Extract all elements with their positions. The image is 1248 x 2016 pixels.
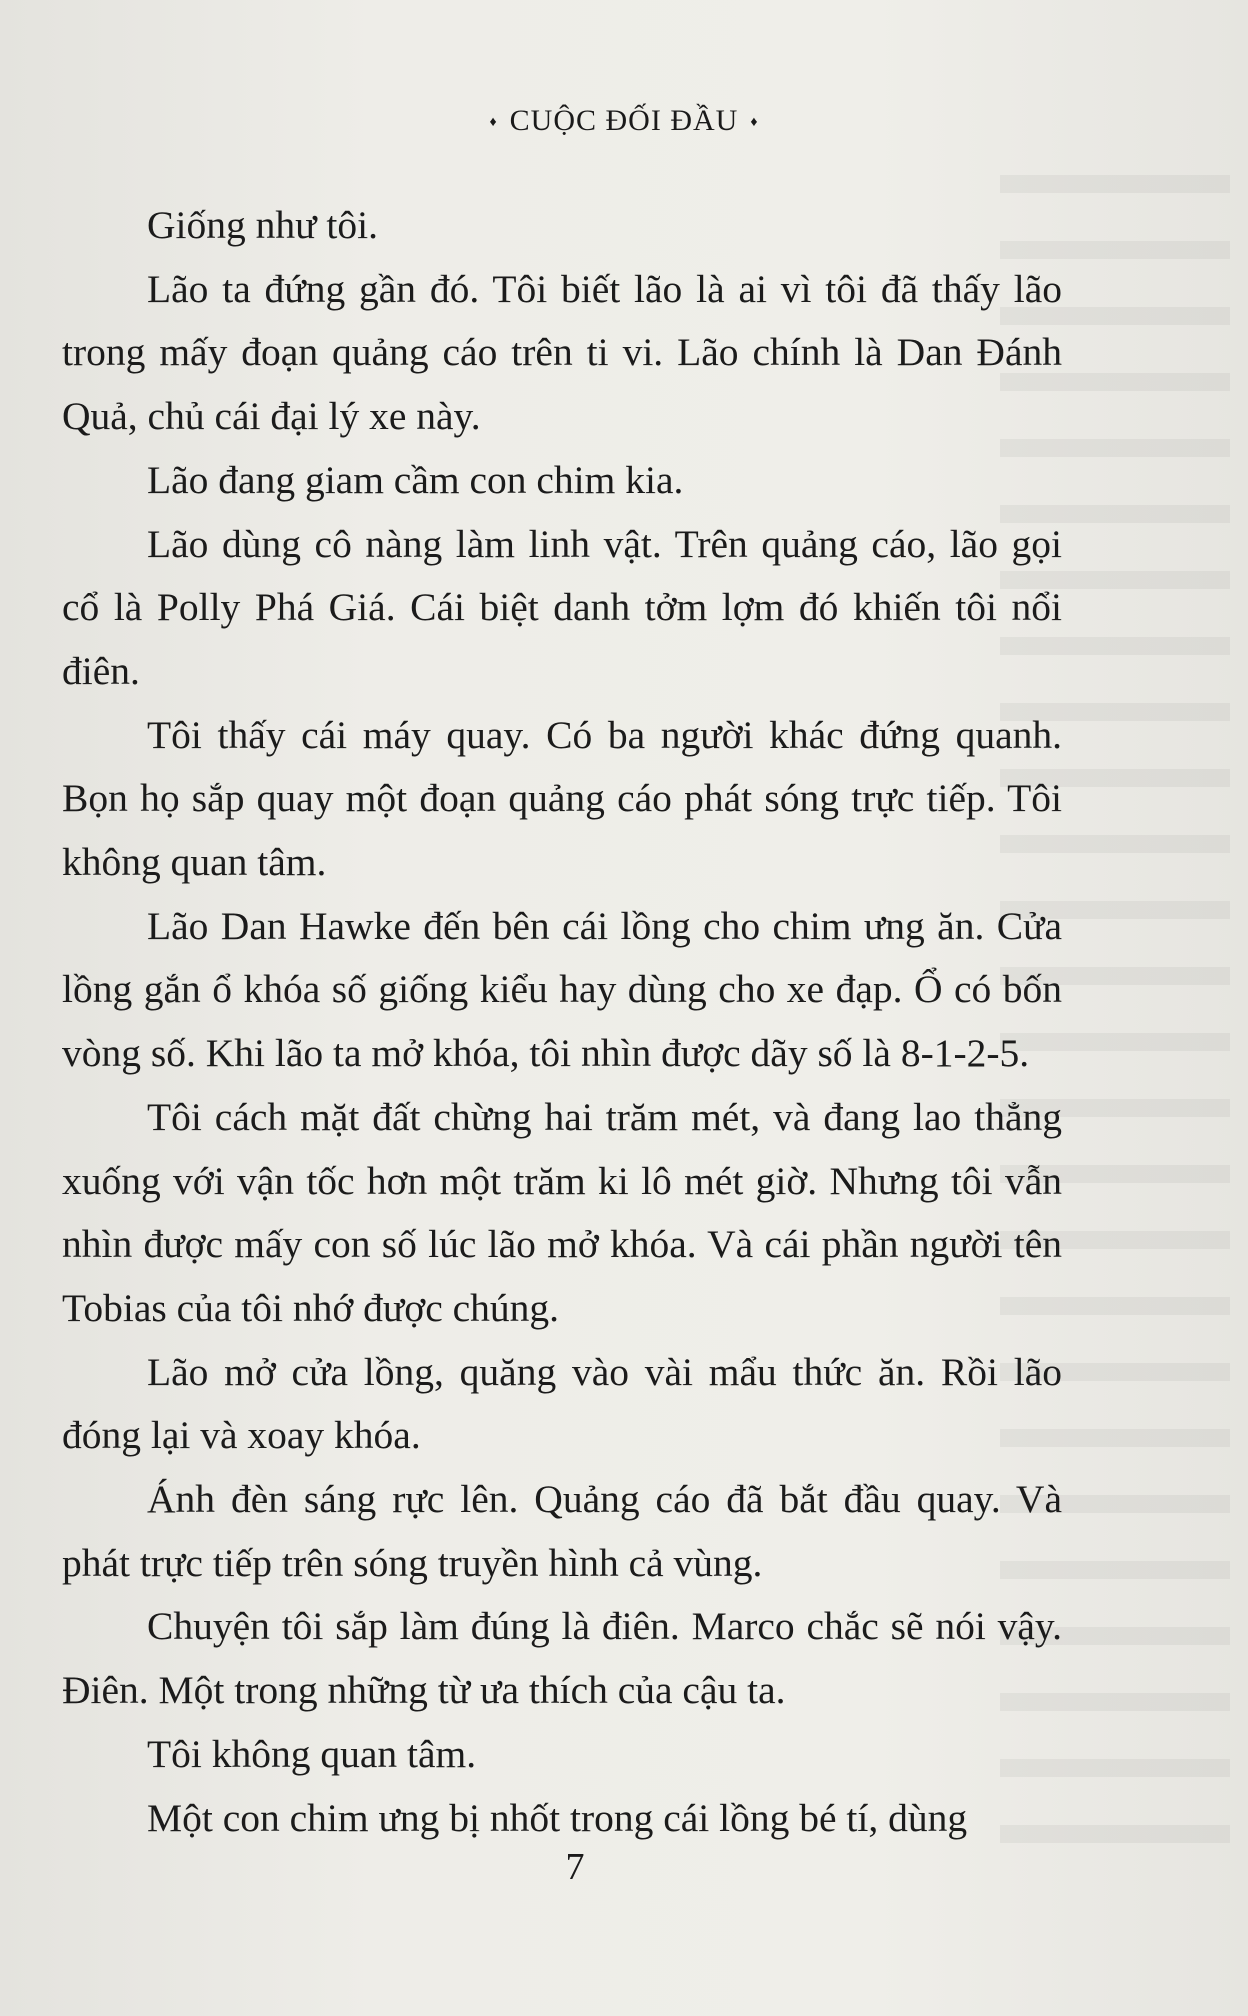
page-number: 7 <box>565 1846 585 1888</box>
body-text <box>62 194 1062 1850</box>
paragraph: Tôi thấy cái máy quay. Có ba người khác đứng quanh. Bọn họ sắp quay một đoạn quảng cáo phát sóng trực tiếp. Tôi không quan tâm. <box>62 712 1062 885</box>
chapter-title: CUỘC ĐỐI ĐẦU <box>509 104 739 137</box>
paragraph: Lão Dan Hawke đến bên cái lồng cho chim ưng ăn. Cửa lồng gắn ổ khóa số giống kiểu hay dùng cho xe đạp. Ổ có bốn vòng số. Khi lão ta mở khóa, tôi nhìn được dãy số là 8-1-2-5. <box>62 903 1062 1076</box>
paragraph: Tôi cách mặt đất chừng hai trăm mét, và đang lao thẳng xuống với vận tốc hơn một trăm ki lô mét giờ. Nhưng tôi vẫn nhìn được mấy con số lúc lão mở khóa. Và cái phần người tên Tobias của tôi nhớ được chúng. <box>62 1094 1062 1330</box>
paragraph: Lão mở cửa lồng, quăng vào vài mẩu thức ăn. Rồi lão đóng lại và xoay khóa. <box>62 1349 1062 1458</box>
paragraph: Lão dùng cô nàng làm linh vật. Trên quảng cáo, lão gọi cổ là Polly Phá Giá. Cái biệt danh tởm lợm đó khiến tôi nổi điên. <box>62 521 1062 693</box>
paragraph: Lão ta đứng gần đó. Tôi biết lão là ai vì tôi đã thấy lão trong mấy đoạn quảng cáo trên ti vi. Lão chính là Dan Đánh Quả, chủ cái đại lý xe này. <box>62 266 1062 439</box>
paragraph: Ánh đèn sáng rực lên. Quảng cáo đã bắt đầu quay. Và phát trực tiếp trên sóng truyền hình cả vùng. <box>62 1477 1062 1585</box>
paragraph: Lão đang giam cầm con chim kia. <box>147 457 684 502</box>
ornament-left-icon: ♦ <box>489 115 498 131</box>
paragraph: Một con chim ưng bị nhốt trong cái lồng bé tí, dùng <box>147 1795 968 1840</box>
running-head <box>0 104 1248 138</box>
ornament-right-icon: ♦ <box>750 115 759 131</box>
paragraph: Tôi không quan tâm. <box>147 1731 477 1776</box>
paragraph: Chuyện tôi sắp làm đúng là điên. Marco chắc sẽ nói vậy. Điên. Một trong những từ ưa thích của cậu ta. <box>62 1604 1062 1713</box>
paragraph: Giống như tôi. <box>147 203 378 247</box>
